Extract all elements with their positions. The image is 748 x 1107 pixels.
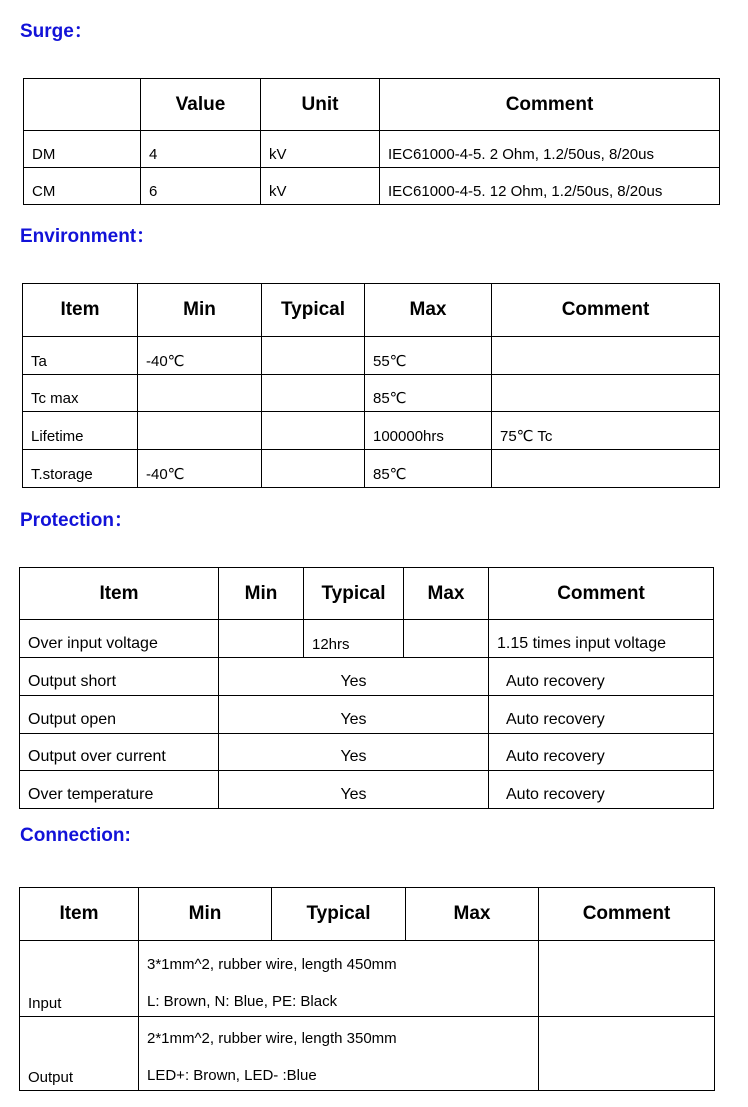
column-header: Comment xyxy=(539,888,715,941)
column-header: Min xyxy=(139,888,272,941)
table-cell: 85℃ xyxy=(365,375,492,412)
table-cell: 100000hrs xyxy=(365,412,492,450)
table-header-row xyxy=(24,79,720,131)
column-header: Value xyxy=(141,79,261,131)
environment-title: Environment： xyxy=(20,226,156,247)
table-cell xyxy=(139,941,539,1017)
cell-line: 3*1mm^2, rubber wire, length 450mm xyxy=(147,956,397,973)
table-cell: DM xyxy=(24,131,141,168)
column-header: Comment xyxy=(489,568,714,620)
table-cell: kV xyxy=(261,168,380,205)
table-cell: 1.15 times input voltage xyxy=(489,620,714,658)
column-header: Max xyxy=(365,284,492,337)
table-cell: kV xyxy=(261,131,380,168)
cell-line: LED+: Brown, LED- :Blue xyxy=(147,1067,317,1084)
table-header-row xyxy=(20,888,715,941)
protection-table xyxy=(19,567,714,809)
table-row xyxy=(20,941,715,1017)
table-cell: Auto recovery xyxy=(489,771,714,809)
connection-table xyxy=(19,887,715,1091)
table-cell xyxy=(262,450,365,488)
table-cell xyxy=(539,1017,715,1091)
table-cell: -40℃ xyxy=(138,337,262,375)
column-header: Min xyxy=(138,284,262,337)
table-row xyxy=(23,337,720,375)
table-cell: Yes xyxy=(219,658,489,696)
table-cell: Yes xyxy=(219,734,489,771)
table-row xyxy=(20,734,714,771)
table-cell: 12hrs xyxy=(304,620,404,658)
connection-title: Connection: xyxy=(20,825,131,846)
table-cell: 75℃ Tc xyxy=(492,412,720,450)
table-cell xyxy=(262,375,365,412)
table-row xyxy=(24,131,720,168)
table-cell xyxy=(219,620,304,658)
column-header: Comment xyxy=(492,284,720,337)
table-cell: 85℃ xyxy=(365,450,492,488)
table-cell: Output over current xyxy=(20,734,219,771)
table-cell xyxy=(492,337,720,375)
table-cell: Ta xyxy=(23,337,138,375)
table-cell: Over temperature xyxy=(20,771,219,809)
table-row xyxy=(20,1017,715,1091)
column-header: Typical xyxy=(304,568,404,620)
table-cell xyxy=(262,337,365,375)
table-cell: 4 xyxy=(141,131,261,168)
table-cell xyxy=(139,1017,539,1091)
table-cell: CM xyxy=(24,168,141,205)
table-cell: Auto recovery xyxy=(489,658,714,696)
table-row xyxy=(23,412,720,450)
table-cell: T.storage xyxy=(23,450,138,488)
table-cell: Output open xyxy=(20,696,219,734)
table-cell xyxy=(262,412,365,450)
table-cell: Yes xyxy=(219,771,489,809)
table-row xyxy=(23,450,720,488)
cell-line: L: Brown, N: Blue, PE: Black xyxy=(147,993,338,1010)
table-cell: Auto recovery xyxy=(489,734,714,771)
table-cell xyxy=(492,375,720,412)
column-header: Item xyxy=(23,284,138,337)
environment-table xyxy=(22,283,720,488)
column-header: Typical xyxy=(272,888,406,941)
table-cell: Output short xyxy=(20,658,219,696)
table-cell: Auto recovery xyxy=(489,696,714,734)
table-row xyxy=(23,375,720,412)
table-header-row xyxy=(20,568,714,620)
table-cell: Tc max xyxy=(23,375,138,412)
table-cell xyxy=(404,620,489,658)
table-cell: Output xyxy=(20,1017,139,1091)
column-header: Unit xyxy=(261,79,380,131)
surge-table xyxy=(23,78,720,205)
column-header: Item xyxy=(20,568,219,620)
column-header: Max xyxy=(406,888,539,941)
table-cell: Over input voltage xyxy=(20,620,219,658)
table-cell: IEC61000-4-5. 2 Ohm, 1.2/50us, 8/20us xyxy=(380,131,720,168)
protection-title: Protection： xyxy=(20,510,133,531)
cell-line: 2*1mm^2, rubber wire, length 350mm xyxy=(147,1030,397,1047)
table-cell: IEC61000-4-5. 12 Ohm, 1.2/50us, 8/20us xyxy=(380,168,720,205)
table-row xyxy=(20,771,714,809)
table-row xyxy=(24,168,720,205)
table-header-row xyxy=(23,284,720,337)
table-row xyxy=(20,658,714,696)
table-cell: 55℃ xyxy=(365,337,492,375)
table-cell: Input xyxy=(20,941,139,1017)
column-header xyxy=(24,79,141,131)
table-cell xyxy=(138,375,262,412)
column-header: Typical xyxy=(262,284,365,337)
table-cell: 6 xyxy=(141,168,261,205)
column-header: Item xyxy=(20,888,139,941)
table-row xyxy=(20,620,714,658)
table-cell: -40℃ xyxy=(138,450,262,488)
table-cell xyxy=(138,412,262,450)
table-cell xyxy=(539,941,715,1017)
column-header: Comment xyxy=(380,79,720,131)
table-cell xyxy=(492,450,720,488)
surge-title: Surge： xyxy=(20,21,93,42)
column-header: Max xyxy=(404,568,489,620)
table-cell: Lifetime xyxy=(23,412,138,450)
column-header: Min xyxy=(219,568,304,620)
table-row xyxy=(20,696,714,734)
table-cell: Yes xyxy=(219,696,489,734)
